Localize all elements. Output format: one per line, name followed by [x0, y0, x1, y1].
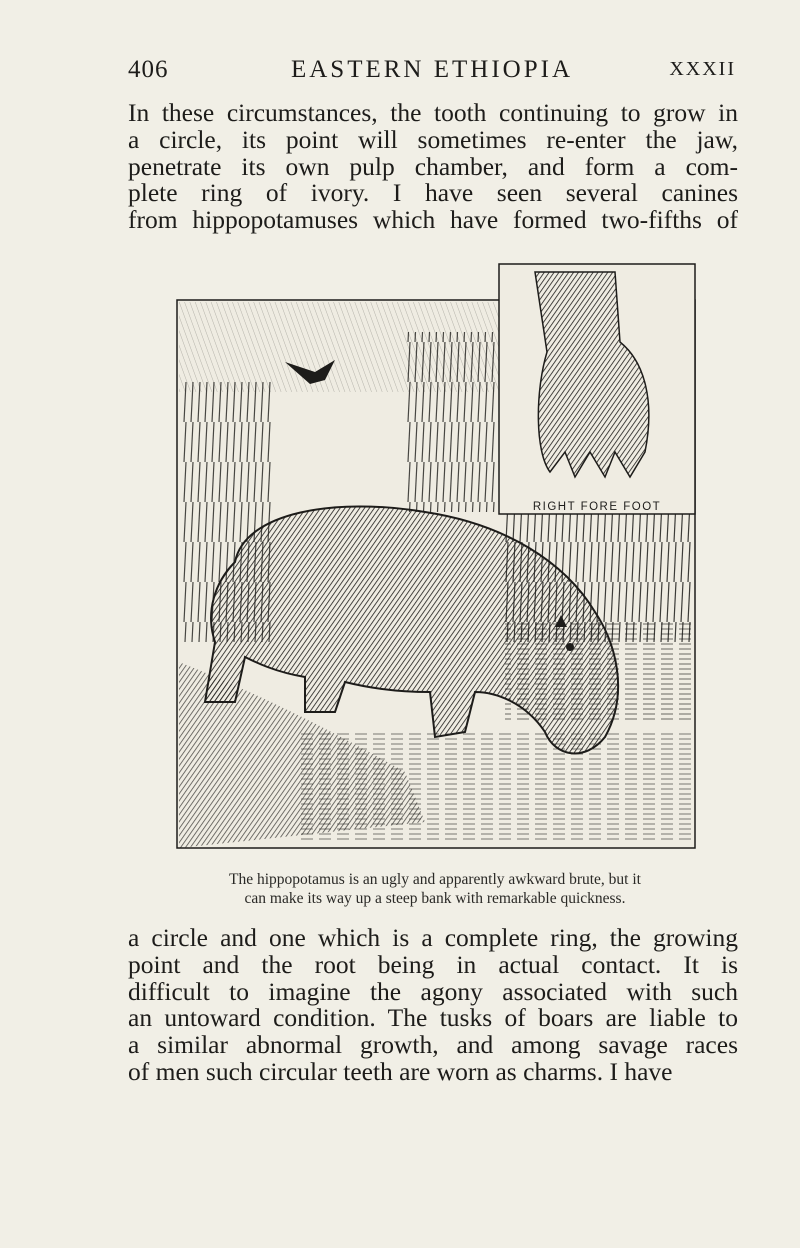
paragraph-bottom [128, 925, 738, 1086]
chapter-number: XXXII [669, 58, 736, 80]
text-line: of men such circular teeth are worn as charms. I have [128, 1056, 673, 1086]
hippopotamus-illustration [175, 262, 697, 854]
running-title: EASTERN ETHIOPIA [290, 56, 573, 83]
page-number: 406 [128, 56, 169, 83]
text-line: plete ring of ivory. I have seen several canines [128, 178, 738, 208]
text-line: point and the root being in actual contact. It is [128, 949, 738, 979]
figure-caption [140, 870, 730, 908]
text-line: a similar abnormal growth, and among savage races [128, 1030, 738, 1060]
text-line: from hippopotamuses which have formed two-fifths of [128, 205, 738, 235]
reeds-center [405, 332, 505, 512]
paragraph-top [128, 100, 738, 234]
caption-line: The hippopotamus is an ugly and apparently awkward brute, but it [229, 871, 641, 888]
text-line: penetrate its own pulp chamber, and form a com- [128, 151, 738, 181]
text-line: an untoward condition. The tusks of boars are liable to [128, 1003, 738, 1033]
text-line: difficult to imagine the agony associated with such [128, 976, 738, 1006]
inset-label: RIGHT FORE FOOT [532, 501, 662, 513]
text-line: a circle, its point will sometimes re-enter the jaw, [128, 124, 738, 154]
engraving [175, 262, 697, 854]
text-line: a circle and one which is a complete ring, the growing [128, 923, 738, 952]
running-header [128, 56, 736, 92]
caption-line: can make its way up a steep bank with remarkable quickness. [244, 890, 626, 907]
text-line: In these circumstances, the tooth continuing to grow in [128, 98, 738, 127]
